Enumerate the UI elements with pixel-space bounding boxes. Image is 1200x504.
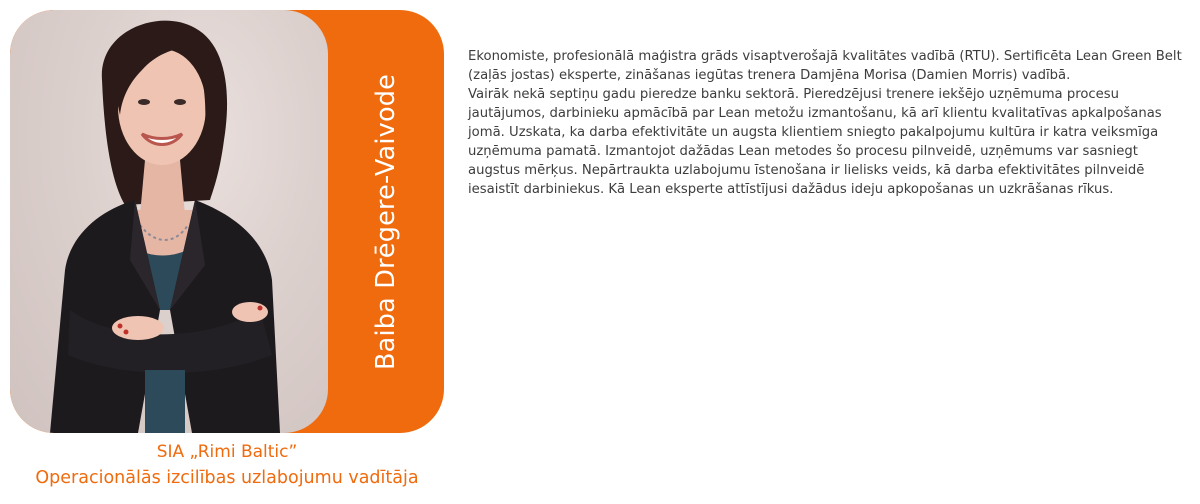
job-title: Operacionālās izcilības uzlabojumu vadītāja xyxy=(35,468,419,488)
bio-paragraph-1: Ekonomiste, profesionālā maģistra grāds visaptverošajā kvalitātes vadībā (RTU). Sertificēta Lean Green Belt (zaļās jostas) eksperte, zināšanas iegūtas trenera Damjēna Morisa (Damien Morris) vadībā. xyxy=(468,49,1182,83)
portrait-photo xyxy=(10,10,328,433)
bio-paragraph-2: Vairāk nekā septiņu gadu pieredze banku sektorā. Pieredzējusi trenere iekšējo uzņēmuma procesu jautājumos, darbinieku apmācībā par Lean metožu izmantošanu, kā arī klientu kvalitatīvas apkalpošanas jomā. Uzskata, ka darba efektivitāte un augsta klientiem sniegto pakalpojumu kultūra ir katra veiksmīga uzņēmuma pamatā. Izmantojot dažādas Lean metodes šo procesu pilnveidē, uzņēmums var sasniegt augstus mērķus. Nepārtraukta uzlabojumu īstenošana ir lielisks veids, kā darba efektivitātes pilnveidē iesaistīt darbiniekus. Kā Lean eksperte attīstījusi dažādus ideju apkopošanas un uzkrāšanas rīkus. xyxy=(468,87,1162,197)
person-name: Baiba Drēgere-Vaivode xyxy=(371,73,402,370)
company-name: SIA „Rimi Baltic” xyxy=(156,442,298,462)
profile-card xyxy=(10,10,444,433)
biography xyxy=(468,47,1190,199)
vertical-name-banner xyxy=(328,10,444,433)
